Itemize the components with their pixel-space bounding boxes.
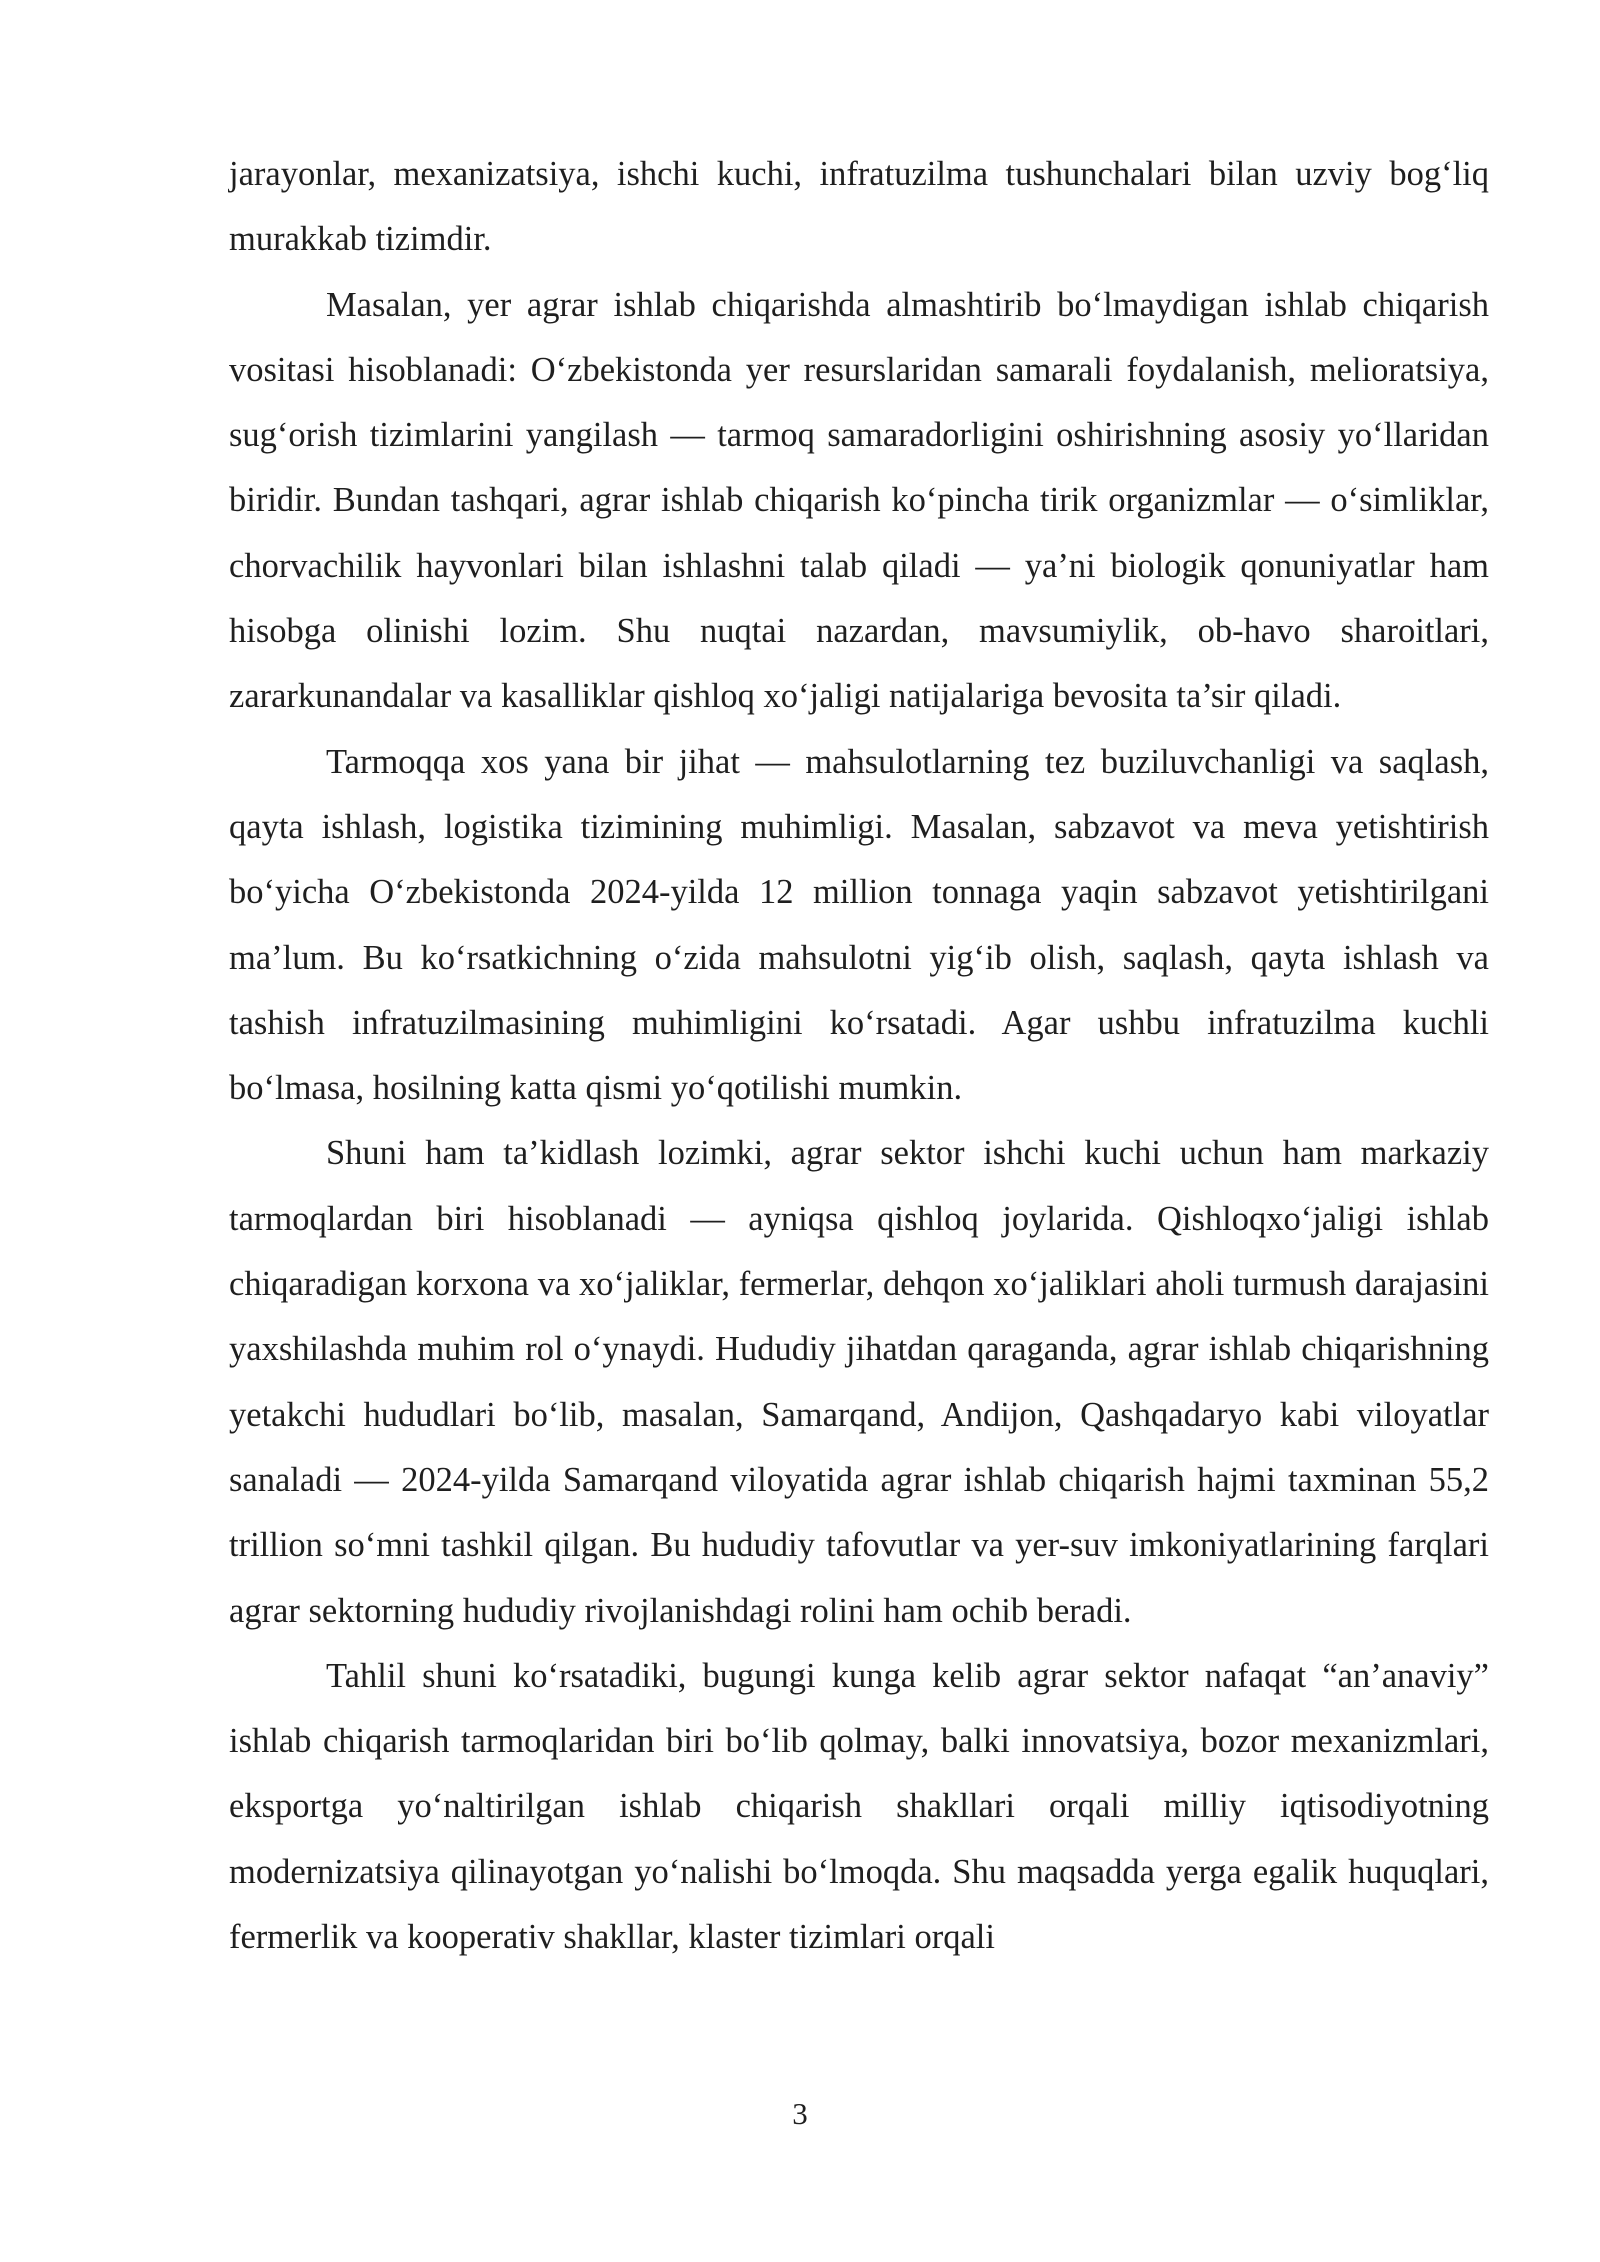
- paragraph-continued: jarayonlar, mexanizatsiya, ishchi kuchi, infratuzilma tushunchalari bilan uzviy bog‘liq murakkab tizimdir.: [229, 155, 1489, 259]
- page-number: 3: [792, 2096, 808, 2131]
- body-text: [229, 142, 1489, 1970]
- paragraph: Tarmoqqa xos yana bir jihat — mahsulotlarning tez buziluvchanligi va saqlash, qayta ishlash, logistika tizimining muhimligi. Masalan, sabzavot va meva yetishtirish bo‘yicha O‘zbekistonda 2024-yilda 12 million tonnaga yaqin sabzavot yetishtirilgani ma’lum. Bu ko‘rsatkichning o‘zida mahsulotni yig‘ib olish, saqlash, qayta ishlash va tashish infratuzilmasining muhimligini ko‘rsatadi. Agar ushbu infratuzilma kuchli bo‘lmasa, hosilning katta qismi yo‘qotilishi mumkin.: [229, 742, 1489, 1108]
- paragraph: Tahlil shuni ko‘rsatadiki, bugungi kunga kelib agrar sektor nafaqat “an’anaviy” ishlab chiqarish tarmoqlaridan biri bo‘lib qolmay, balki innovatsiya, bozor mexanizmlari, eksportga yo‘naltirilgan ishlab chiqarish shakllari orqali milliy iqtisodiyotning modernizatsiya qilinayotgan yo‘nalishi bo‘lmoqda. Shu maqsadda yerga egalik huquqlari, fermerlik va kooperativ shakllar, klaster tizimlari orqali: [229, 1656, 1489, 1957]
- paragraph: Masalan, yer agrar ishlab chiqarishda almashtirib bo‘lmaydigan ishlab chiqarish vositasi hisoblanadi: O‘zbekistonda yer resurslaridan samarali foydalanish, melioratsiya, sug‘orish tizimlarini yangilash — tarmoq samaradorligini oshirishning asosiy yo‘llaridan biridir. Bundan tashqari, agrar ishlab chiqarish ko‘pincha tirik organizmlar — o‘simliklar, chorvachilik hayvonlari bilan ishlashni talab qiladi — ya’ni biologik qonuniyatlar ham hisobga olinishi lozim. Shu nuqtai nazardan, mavsumiylik, ob-havo sharoitlari, zararkunandalar va kasalliklar qishloq xo‘jaligi natijalariga bevosita ta’sir qiladi.: [229, 285, 1489, 716]
- paragraph: Shuni ham ta’kidlash lozimki, agrar sektor ishchi kuchi uchun ham markaziy tarmoqlardan biri hisoblanadi — ayniqsa qishloq joylarida. Qishloqxo‘jaligi ishlab chiqaradigan korxona va xo‘jaliklar, fermerlar, dehqon xo‘jaliklari aholi turmush darajasini yaxshilashda muhim rol o‘ynaydi. Hududiy jihatdan qaraganda, agrar ishlab chiqarishning yetakchi hududlari bo‘lib, masalan, Samarqand, Andijon, Qashqadaryo kabi viloyatlar sanaladi — 2024-yilda Samarqand viloyatida agrar ishlab chiqarish hajmi taxminan 55,2 trillion so‘mni tashkil qilgan. Bu hududiy tafovutlar va yer-suv imkoniyatlarining farqlari agrar sektorning hududiy rivojlanishdagi rolini ham ochib beradi.: [229, 1134, 1489, 1630]
